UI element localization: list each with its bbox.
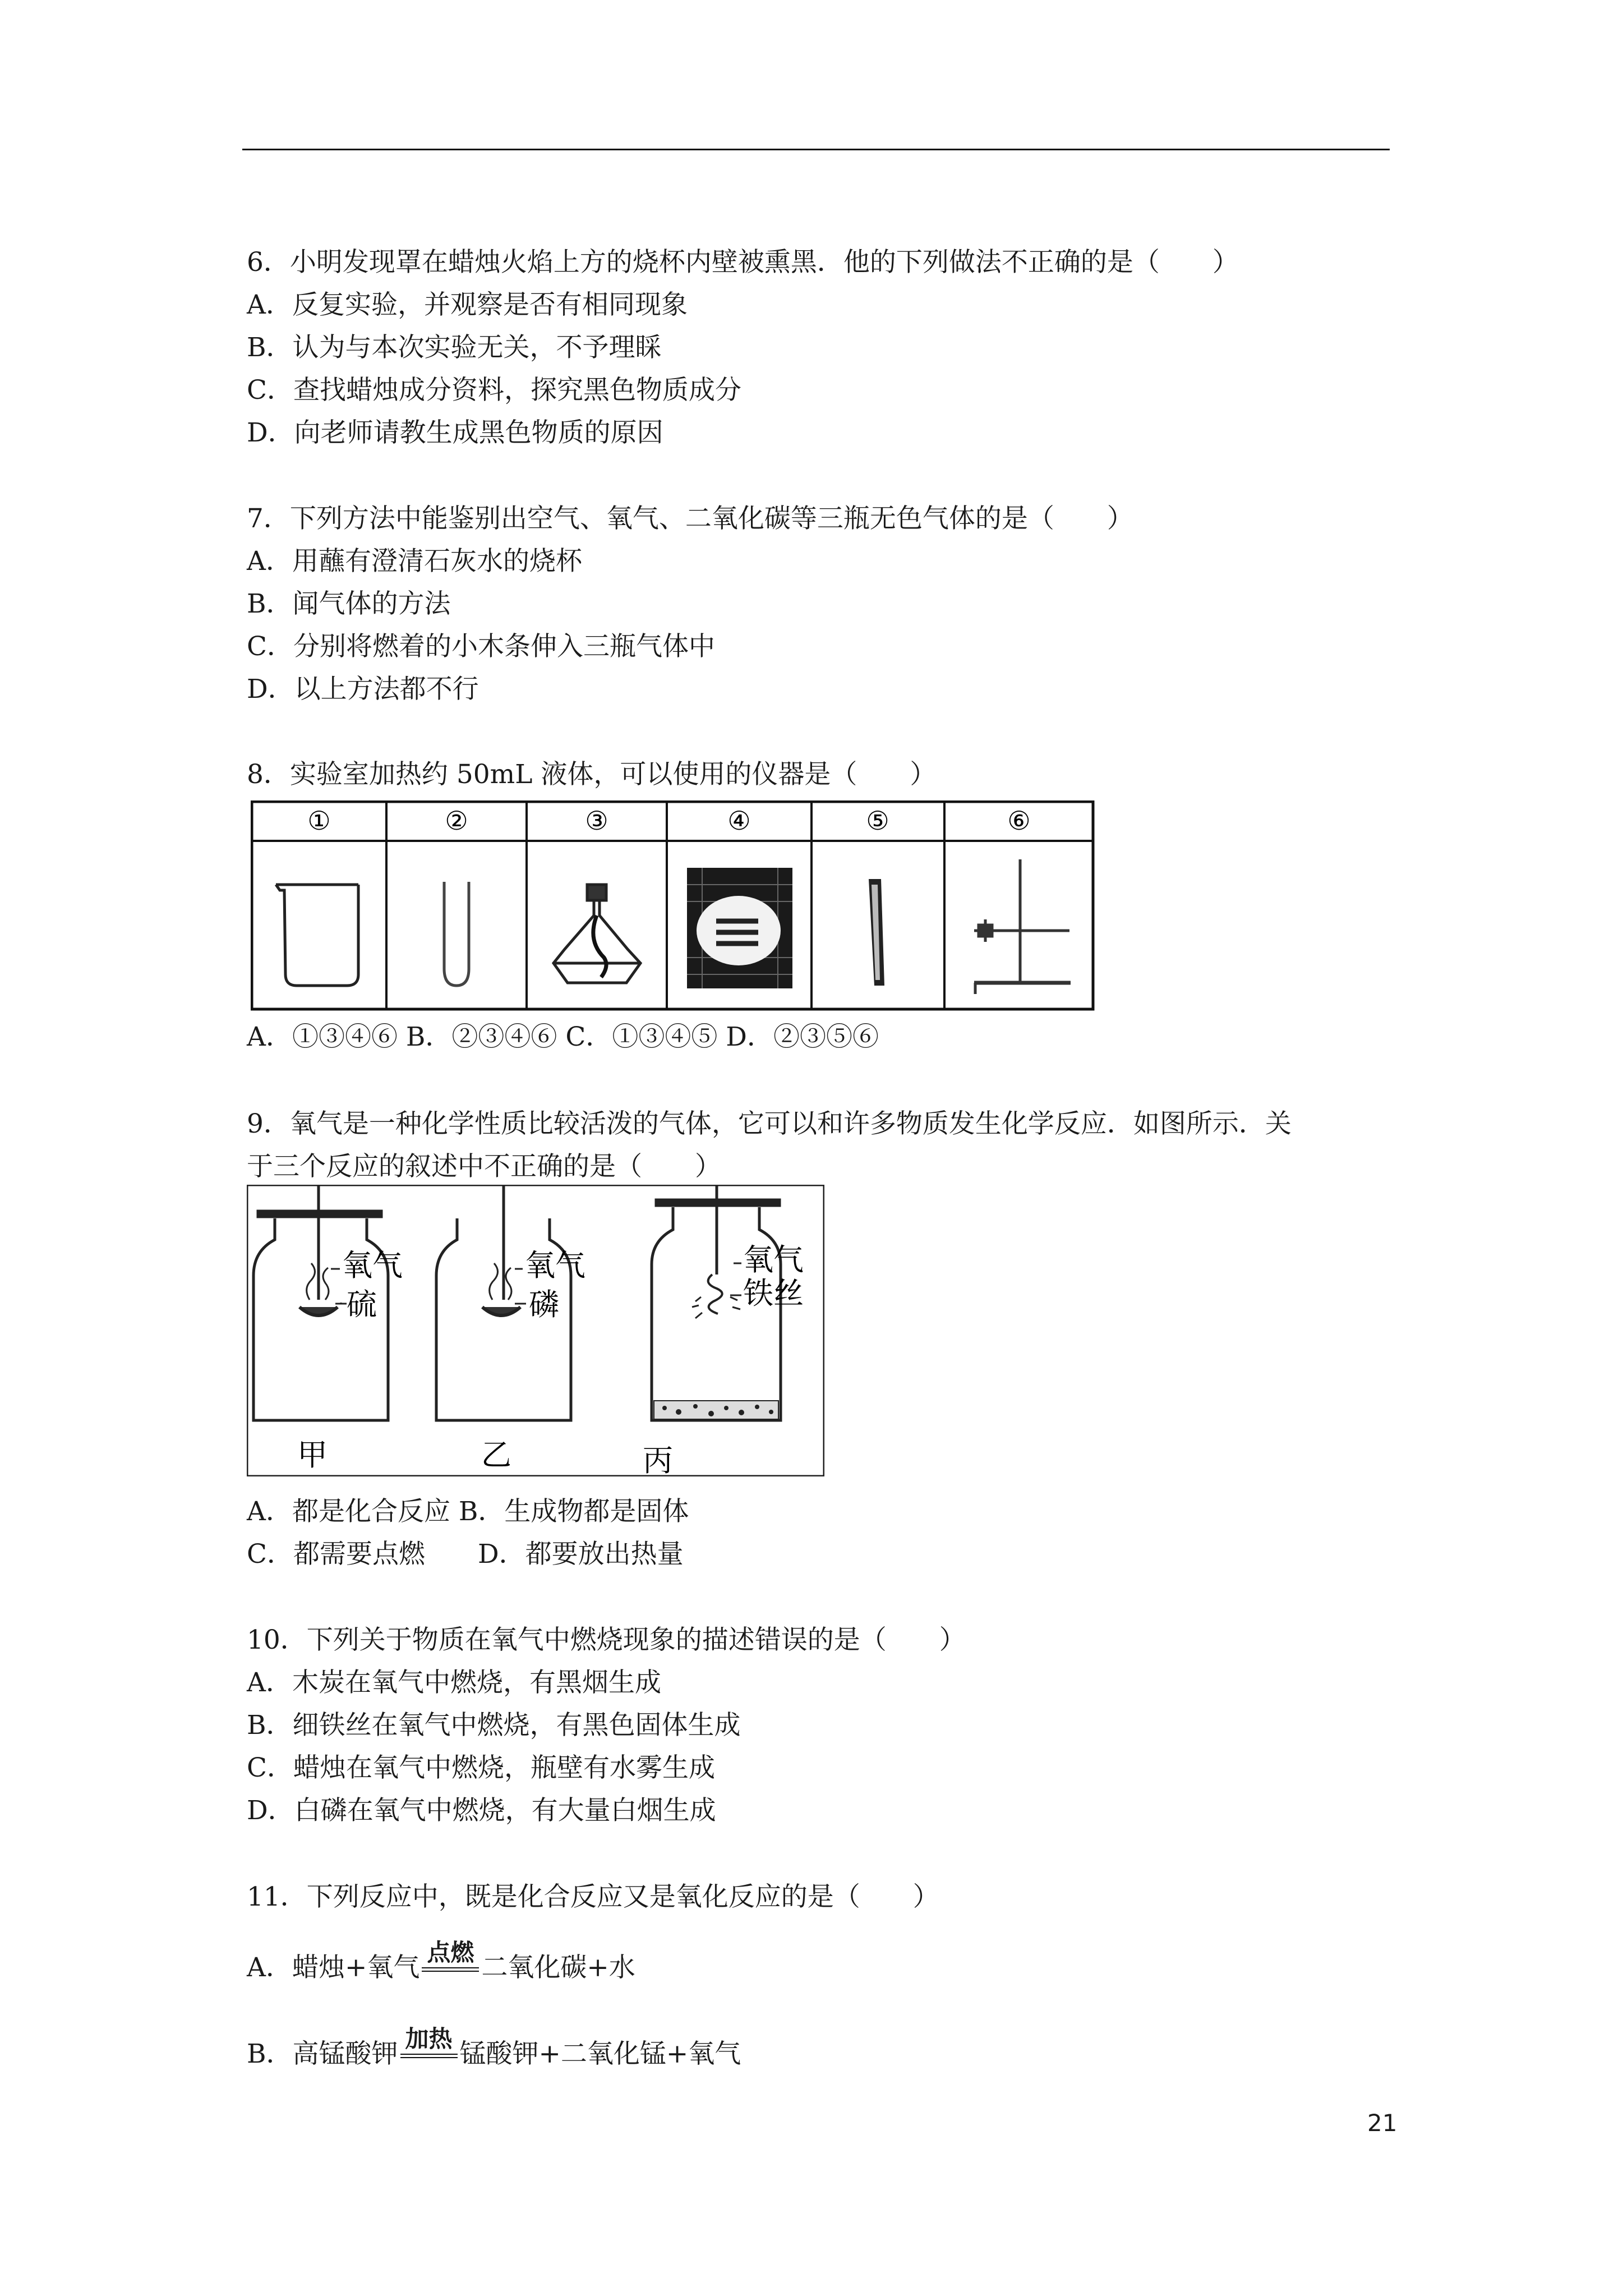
q8-stem: 8．实验室加热约 50mL 液体，可以使用的仪器是（ ） (247, 759, 937, 790)
header-rule (242, 149, 1390, 150)
col-header-5: ⑤ (866, 806, 889, 836)
reaction-arrow-heat (400, 2025, 458, 2058)
q9-options-line2: C．都需要点燃 D．都要放出热量 (247, 1539, 684, 1570)
wire-gauze-icon (687, 868, 792, 988)
q6-option-a: A．反复实验，并观察是否有相同现象 (247, 289, 688, 320)
jar-jia-label-oxygen: 氧气 (342, 1248, 403, 1283)
q11-option-b-products: 锰酸钾+二氧化锰+氧气 (459, 2039, 741, 2069)
q7-stem: 7．下列方法中能鉴别出空气、氧气、二氧化碳等三瓶无色气体的是（ ） (247, 503, 1133, 534)
q11-option-a-products: 二氧化碳+水 (481, 1952, 635, 1983)
jar-yi-label-oxygen: 氧气 (525, 1248, 585, 1283)
q11-stem: 11．下列反应中，既是化合反应又是氧化反应的是（ ） (247, 1881, 939, 1912)
q11-option-a-condition: 点燃 (427, 1939, 474, 1966)
q10-option-a: A．木炭在氧气中燃烧，有黑烟生成 (247, 1667, 661, 1698)
col-header-4: ④ (727, 806, 751, 836)
col-header-3: ③ (585, 806, 608, 836)
q7-option-a: A．用蘸有澄清石灰水的烧杯 (247, 546, 582, 577)
q10-stem: 10．下列关于物质在氧气中燃烧现象的描述错误的是（ ） (247, 1625, 966, 1655)
q7-option-b: B．闻气体的方法 (247, 588, 451, 619)
jar-bing-label-oxygen: 氧气 (743, 1242, 804, 1277)
q11-option-b-reactants: B．高锰酸钾 (247, 2039, 398, 2069)
jar-bing-caption: 丙 (643, 1443, 673, 1476)
jar-yi-label-phosphorus: 磷 (529, 1287, 559, 1322)
jar-jia-caption: 甲 (297, 1437, 328, 1473)
combustion-figure (247, 1185, 824, 1476)
jar-jia-label-sulfur: 硫 (347, 1287, 377, 1322)
col-header-1: ① (307, 806, 331, 836)
reaction-arrow-ignite (422, 1939, 479, 1972)
q8-options: A．①③④⑥ B．②③④⑥ C．①③④⑤ D．②③⑤⑥ (247, 1022, 879, 1052)
q7-option-d: D．以上方法都不行 (247, 674, 479, 705)
q6-option-c: C．查找蜡烛成分资料，探究黑色物质成分 (247, 375, 741, 406)
page-number: 21 (1367, 2109, 1398, 2137)
q10-option-c: C．蜡烛在氧气中燃烧，瓶壁有水雾生成 (247, 1752, 715, 1783)
q6-option-b: B．认为与本次实验无关，不予理睬 (247, 332, 662, 363)
col-header-6: ⑥ (1007, 806, 1031, 836)
q9-options-line1: A．都是化合反应 B．生成物都是固体 (247, 1496, 689, 1527)
q11-option-a-reactants: A．蜡烛+氧气 (247, 1952, 420, 1983)
q11-option-a (247, 1939, 635, 1985)
q7-option-c: C．分别将燃着的小木条伸入三瓶气体中 (247, 631, 715, 662)
q9-stem-line2: 于三个反应的叙述中不正确的是（ ） (247, 1151, 721, 1182)
col-header-2: ② (445, 806, 468, 836)
q11-option-b (247, 2025, 741, 2071)
q6-stem: 6．小明发现罩在蜡烛火焰上方的烧杯内壁被熏黑．他的下列做法不正确的是（ ） (247, 247, 1239, 278)
q10-option-d: D．白磷在氧气中燃烧，有大量白烟生成 (247, 1795, 716, 1826)
q9-stem-line1: 9．氧气是一种化学性质比较活泼的气体，它可以和许多物质发生化学反应．如图所示．关 (247, 1108, 1292, 1139)
q10-option-b: B．细铁丝在氧气中燃烧，有黑色固体生成 (247, 1710, 741, 1741)
q6-option-d: D．向老师请教生成黑色物质的原因 (247, 417, 663, 448)
jar-yi-caption: 乙 (481, 1437, 511, 1473)
instrument-table (251, 800, 1095, 1011)
jar-bing-label-iron-wire: 铁丝 (743, 1276, 804, 1311)
q11-option-b-condition: 加热 (405, 2025, 453, 2053)
